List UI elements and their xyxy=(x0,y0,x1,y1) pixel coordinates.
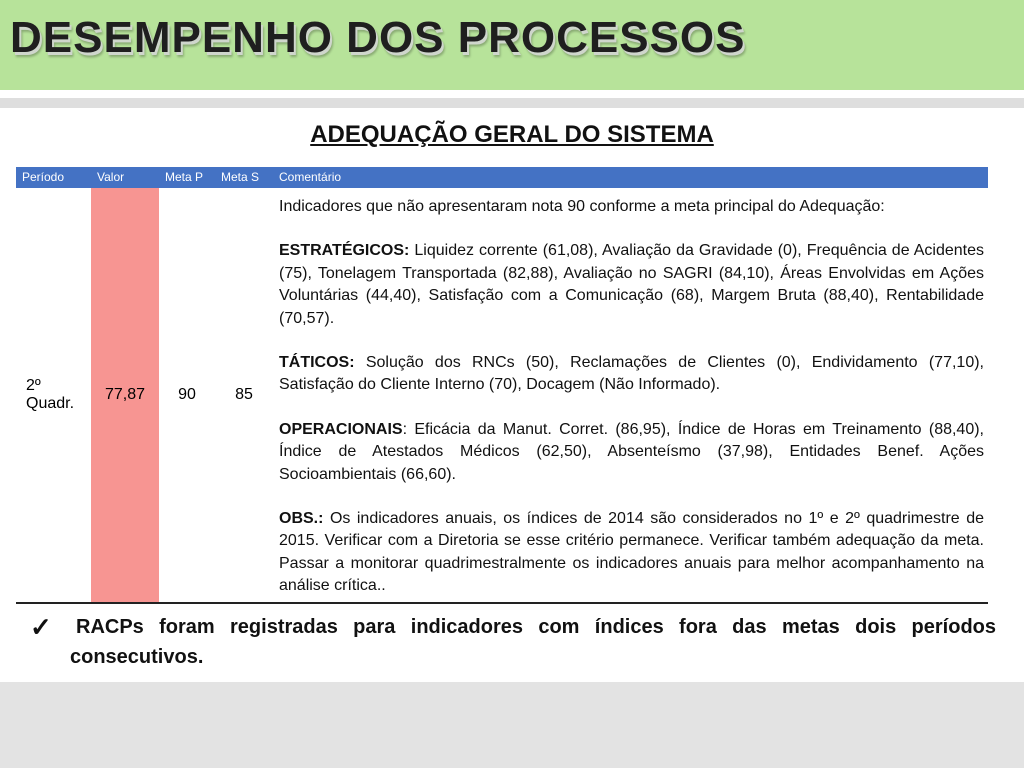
comment-operacionais xyxy=(279,419,984,486)
table-row xyxy=(16,188,988,603)
footer-band xyxy=(0,682,1024,768)
obs-label: OBS.: xyxy=(279,510,324,528)
divider-strip xyxy=(0,98,1024,108)
taticos-label: TÁTICOS: xyxy=(279,354,355,372)
bullet-point xyxy=(30,612,996,672)
bullet-text: RACPs foram registradas para indicadores com índices fora das metas dois períodos consecutivos. xyxy=(70,616,996,668)
comment-estrategicos xyxy=(279,240,984,330)
obs-text: Os indicadores anuais, os índices de 2014 são considerados no 1º e 2º quadrimestre de 2015. Verificar com a Diretoria se esse critério permanece. Verificar também adequação da meta. Passar a monitorar quadrimestralmente os indicadores anuais para melhor acompanhamento na análise crítica.. xyxy=(279,510,984,595)
results-table xyxy=(16,167,988,604)
cell-comentario xyxy=(273,188,988,603)
header-valor: Valor xyxy=(91,167,159,188)
page-title: DESEMPENHO DOS PROCESSOS xyxy=(10,13,746,62)
header-comentario: Comentário xyxy=(273,167,988,188)
section-subtitle: ADEQUAÇÃO GERAL DO SISTEMA xyxy=(310,121,714,148)
header-meta-s: Meta S xyxy=(215,167,273,188)
cell-meta-s: 85 xyxy=(235,385,253,403)
cell-meta-p: 90 xyxy=(178,385,196,403)
header-periodo: Período xyxy=(16,167,91,188)
header-meta-p: Meta P xyxy=(159,167,215,188)
comment-taticos xyxy=(279,352,984,397)
estrategicos-text: Liquidez corrente (61,08), Avaliação da Gravidade (0), Frequência de Acidentes (75), Tonelagem Transportada (82,88), Avaliação no SAGRI (84,10), Áreas Envolvidas em Ações Voluntárias (44,40), Satisfação com a Comunicação (68), Margem Bruta (88,40), Rentabilidade (70,57). xyxy=(279,242,984,327)
comment-obs xyxy=(279,508,984,598)
taticos-text: Solução dos RNCs (50), Reclamações de Clientes (0), Endividamento (77,10), Satisfação do Cliente Interno (70), Docagem (Não Informado). xyxy=(279,354,984,394)
check-icon: ✓ xyxy=(30,612,52,642)
table-header-row xyxy=(16,167,988,188)
estrategicos-label: ESTRATÉGICOS: xyxy=(279,242,410,260)
operacionais-text: : Eficácia da Manut. Corret. (86,95), Índice de Horas em Treinamento (88,40), Índice de Atestados Médicos (62,50), Absenteísmo (37,98), Entidades Benef. Ações Socioambientais (66,60). xyxy=(279,420,984,483)
cell-periodo: 2º Quadr. xyxy=(26,376,75,412)
operacionais-label: OPERACIONAIS xyxy=(279,420,403,438)
comment-intro: Indicadores que não apresentaram nota 90 conforme a meta principal do Adequação: xyxy=(279,198,885,215)
cell-valor: 77,87 xyxy=(91,188,159,603)
